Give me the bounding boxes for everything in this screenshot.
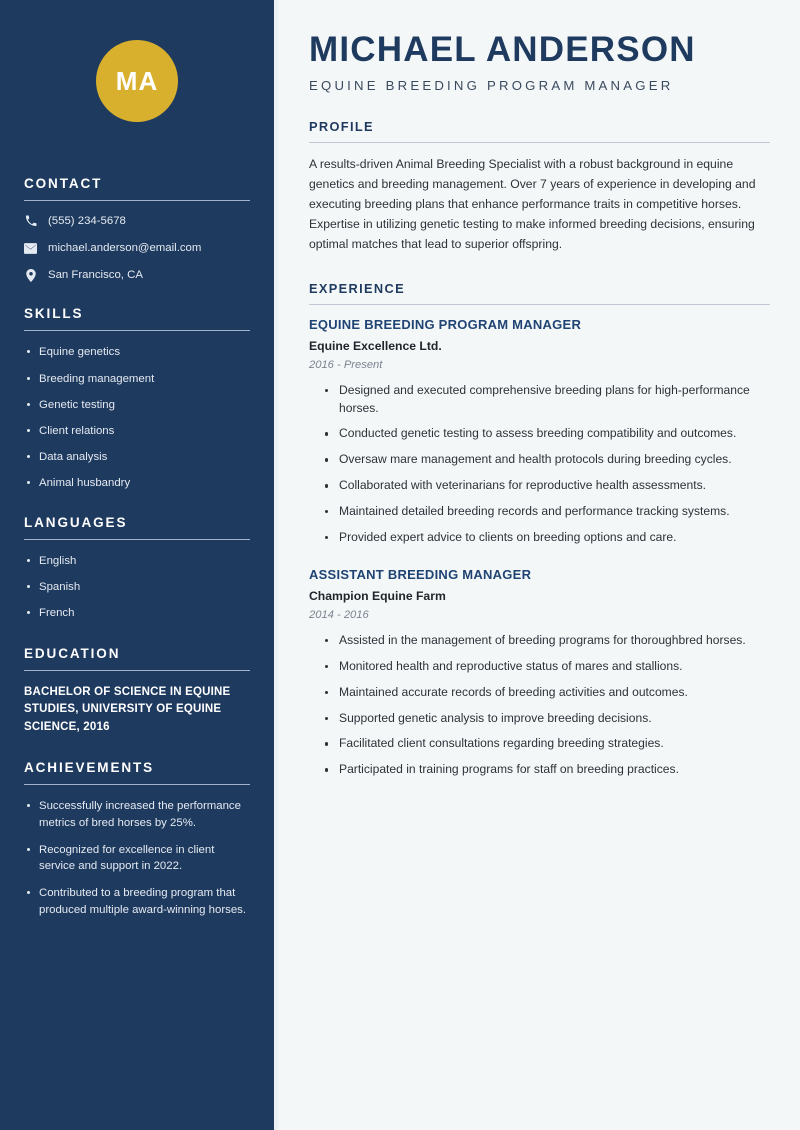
list-item: Recognized for excellence in client service and support in 2022.: [24, 842, 250, 876]
contact-divider: [24, 200, 250, 201]
list-item: Spanish: [24, 579, 250, 596]
achievements-divider: [24, 784, 250, 785]
experience-dates: 2014 - 2016: [309, 608, 369, 621]
list-item: Client relations: [24, 423, 250, 440]
contact-email-value: michael.anderson@email.com: [48, 241, 202, 254]
experience-heading: EXPERIENCE: [309, 280, 405, 296]
experience-job-title: ASSISTANT BREEDING MANAGER: [309, 566, 532, 582]
skills-divider: [24, 330, 250, 331]
experience-divider: [309, 304, 770, 305]
list-item: Animal husbandry: [24, 475, 250, 492]
achievements-list: [24, 798, 250, 919]
list-item: Maintained accurate records of breeding activities and outcomes.: [325, 684, 770, 702]
contact-item-email[interactable]: [24, 241, 250, 256]
list-item: Designed and executed comprehensive breeding plans for high-performance horses.: [325, 382, 770, 418]
experience-company: Equine Excellence Ltd.: [309, 338, 442, 353]
contact-heading: CONTACT: [24, 176, 103, 191]
experience-company: Champion Equine Farm: [309, 588, 446, 603]
experience-bullets: [309, 382, 770, 547]
list-item: Conducted genetic testing to assess breeding compatibility and outcomes.: [325, 425, 770, 443]
experience-bullets: [309, 632, 770, 779]
job-role-subtitle: EQUINE BREEDING PROGRAM MANAGER: [309, 78, 674, 94]
skills-section: [24, 306, 250, 491]
profile-text: A results-driven Animal Breeding Specialist with a robust background in equine genetics and breeding management. Over 7 years of experience in developing and executing breeding plans that enhance performance traits in competitive horses. Expertise in utilizing genetic testing to make informed breeding decisions, ensuring optimal matches that lead to superior offspring.: [309, 157, 756, 251]
list-item: Supported genetic analysis to improve breeding decisions.: [325, 710, 770, 728]
contact-location-value: San Francisco, CA: [48, 268, 143, 281]
languages-divider: [24, 539, 250, 540]
avatar-wrapper: [24, 0, 250, 176]
experience-entry: [309, 317, 770, 547]
languages-heading: LANGUAGES: [24, 515, 128, 531]
list-item: English: [24, 553, 250, 570]
list-item: Collaborated with veterinarians for reproductive health assessments.: [325, 477, 770, 495]
profile-section: [309, 119, 770, 254]
list-item: Assisted in the management of breeding programs for thoroughbred horses.: [325, 632, 770, 650]
envelope-icon: [24, 243, 37, 254]
list-item: Successfully increased the performance metrics of bred horses by 25%.: [24, 798, 250, 832]
skills-list: [24, 344, 250, 491]
languages-section: [24, 515, 250, 622]
experience-section: [309, 281, 770, 780]
education-entry: BACHELOR OF SCIENCE IN EQUINE STUDIES, UNIVERSITY OF EQUINE SCIENCE, 2016: [24, 685, 231, 733]
list-item: Contributed to a breeding program that produced multiple award-winning horses.: [24, 885, 250, 919]
education-divider: [24, 670, 250, 671]
list-item: Data analysis: [24, 449, 250, 466]
list-item: Provided expert advice to clients on breeding options and care.: [325, 529, 770, 547]
list-item: Monitored health and reproductive status of mares and stallions.: [325, 658, 770, 676]
achievements-heading: ACHIEVEMENTS: [24, 760, 155, 776]
sidebar: [0, 0, 278, 1130]
list-item: Genetic testing: [24, 397, 250, 414]
skills-heading: SKILLS: [24, 306, 84, 322]
contact-phone-value: (555) 234-5678: [48, 215, 126, 227]
main-content: [278, 0, 800, 1130]
education-section: [24, 646, 250, 736]
list-item: Participated in training programs for staff on breeding practices.: [325, 761, 770, 779]
profile-divider: [309, 142, 770, 143]
list-item: Facilitated client consultations regarding breeding strategies.: [325, 735, 770, 753]
location-pin-icon: [24, 269, 37, 282]
contact-section: [24, 176, 250, 282]
list-item: French: [24, 605, 250, 622]
list-item: Breeding management: [24, 371, 250, 388]
education-heading: EDUCATION: [24, 645, 121, 661]
list-item: Maintained detailed breeding records and performance tracking systems.: [325, 503, 770, 521]
page-title: MICHAEL ANDERSON: [309, 30, 696, 69]
avatar-initials: MA: [96, 40, 178, 122]
achievements-section: [24, 760, 250, 919]
profile-heading: PROFILE: [309, 119, 374, 135]
experience-job-title: EQUINE BREEDING PROGRAM MANAGER: [309, 316, 582, 332]
list-item: Equine genetics: [24, 344, 250, 361]
experience-dates: 2016 - Present: [309, 358, 383, 371]
languages-list: [24, 553, 250, 622]
list-item: Oversaw mare management and health protocols during breeding cycles.: [325, 451, 770, 469]
experience-entry: [309, 567, 770, 779]
contact-item-location[interactable]: [24, 268, 250, 283]
contact-item-phone[interactable]: [24, 214, 250, 229]
phone-icon: [24, 215, 37, 227]
